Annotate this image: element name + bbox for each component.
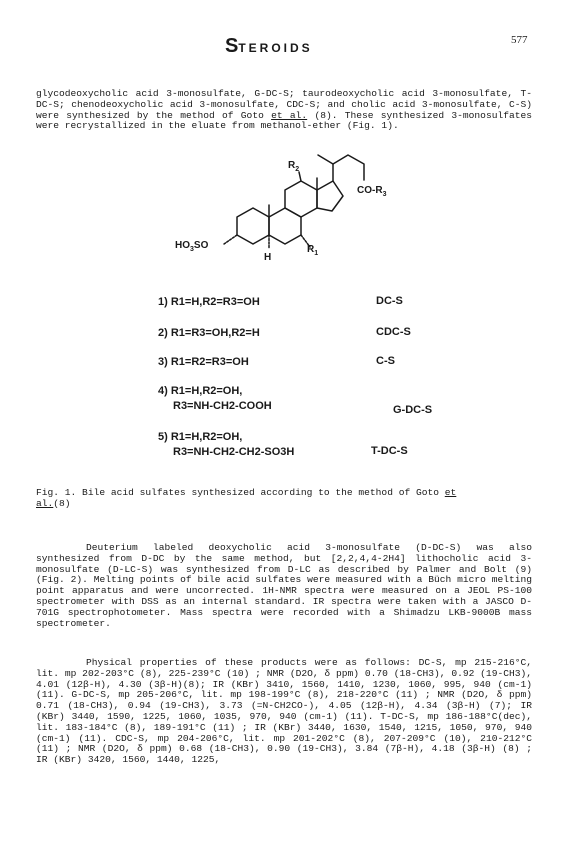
label-ho3so [175, 240, 208, 253]
caption-ref: (8) [53, 498, 71, 509]
label-ho3so-sub: 3 [190, 246, 194, 253]
ring-a [237, 208, 269, 244]
label-r1 [307, 244, 318, 257]
intro-text-end: (8). These synthesized 3-monosulfates were recrystallized in the eluate from methanol-ether (Fig. 1). [36, 109, 532, 132]
compound-2-abbr: CDC-S [376, 326, 411, 338]
ring-d [317, 181, 343, 211]
label-co-r3-sub: 3 [382, 191, 387, 198]
ring-b [269, 208, 301, 244]
compound-1: 1) R1=H,R2=R3=OH [158, 296, 260, 308]
journal-logo-initial: S [225, 35, 239, 57]
compound-3-abbr: C-S [376, 355, 395, 367]
label-r1-text: R [307, 244, 315, 255]
compound-4-r3: R3=NH-CH2-COOH [173, 400, 272, 412]
label-r2-sub: 2 [295, 166, 300, 173]
label-ho3so-end: SO [193, 240, 209, 251]
compound-5: 5) R1=H,R2=OH, [158, 431, 243, 443]
paragraph-2-text: Deuterium labeled deoxycholic acid 3-monosulfate (D-DC-S) was also synthesized from D-DC by the same method, but [2,2,4,4-2H4] lithocholic acid 3-monosulfate (D-LC-S) was synthesized from D-LC as described by Palmer and Bolt (9) (Fig. 2). Melting points of bile acid sulfates were measured with a Büch micro melting point apparatus and were uncorrected. 1H-NMR spectra were measured on a JEOL PS-100 spectrometer with DSS as an internal standard. IR spectra were taken with a JASCO D-701G spectrophotometer. Mass spectra were recorded with a Shimadzu LKB-9000B mass spectrometer. [36, 542, 532, 629]
compound-5-r3: R3=NH-CH2-CH2-SO3H [173, 446, 295, 458]
label-r1-sub: 1 [314, 250, 319, 257]
methyl-21 [318, 155, 333, 181]
paragraph-3-text: Physical properties of these products were as follows: DC-S, mp 215-216°C, lit. mp 202-203°C (8), 225-239°C (10) ; NMR (D2O, δ ppm) 0.70 (18-CH3), 0.92 (19-CH3), 4.01 (12β-H), 4.30 (3β-H)(8); IR (KBr) 3410, 1560, 1410, 1230, 1060, 995, 940 (cm-1) (11). G-DC-S, mp 205-206°C, lit. mp 198-199°C (8), 218-220°C (11) ; NMR (D2O, δ ppm) 0.71 (18-CH3), 0.94 (19-CH3), 3.73 (=N-CH2CO-), 4.05 (12β-H), 4.34 (3β-H) (7); IR (KBr) 3440, 1590, 1225, 1060, 1035, 970, 940 (cm-1) (11). T-DC-S, mp 186-188°C(dec), lit. 183-184°C (8), 189-191°C (11) ; IR (KBr) 3440, 1630, 1540, 1215, 1050, 970, 940 (cm-1) (11). CDC-S, mp 204-206°C, lit. mp 201-202°C (8), 207-209°C (10), 210-212°C (11) ; NMR (D2O, δ ppm) 0.68 (18-CH3), 0.90 (19-CH3), 3.84 (7β-H), 4.18 (3β-H) (8) ; IR (KBr) 3420, 1560, 1440, 1225, [36, 657, 532, 766]
bond-oso3 [224, 235, 237, 244]
label-co-r3 [357, 185, 386, 198]
paragraph-2 [36, 543, 532, 629]
caption-et: et [444, 487, 457, 498]
label-r2 [288, 160, 299, 173]
journal-logo-rest: TEROIDS [238, 41, 313, 55]
compound-1-abbr: DC-S [376, 295, 403, 307]
figure-caption [36, 487, 532, 509]
ring-c [285, 181, 317, 217]
compound-3: 3) R1=R2=R3=OH [158, 356, 249, 368]
label-ho3so-text: HO [175, 240, 190, 251]
compound-2: 2) R1=R3=OH,R2=H [158, 327, 260, 339]
side-chain [333, 155, 364, 180]
caption-al: al. [36, 498, 54, 509]
compound-5-abbr: T-DC-S [371, 445, 408, 457]
page-number: 577 [511, 34, 528, 46]
bond-r2 [299, 172, 301, 181]
label-h: H [264, 252, 272, 263]
caption-text: Fig. 1. Bile acid sulfates synthesized according to the method of Goto [36, 487, 440, 498]
intro-et-al: et al. [271, 109, 308, 121]
compound-4-abbr: G-DC-S [393, 404, 433, 416]
label-r2-text: R [288, 160, 296, 171]
label-co-r3-text: CO-R [357, 185, 383, 196]
paragraph-3 [36, 658, 532, 766]
compound-4: 4) R1=H,R2=OH, [158, 385, 243, 397]
intro-text: glycodeoxycholic acid 3-monosulfate, G-DC-S; taurodeoxycholic acid 3-monosulfate, T-DC-S; chenodeoxycholic acid 3-monosulfate, CDC-S; and cholic acid 3-monosulfate, C-S) were synthesized by the method of Goto [36, 88, 532, 121]
